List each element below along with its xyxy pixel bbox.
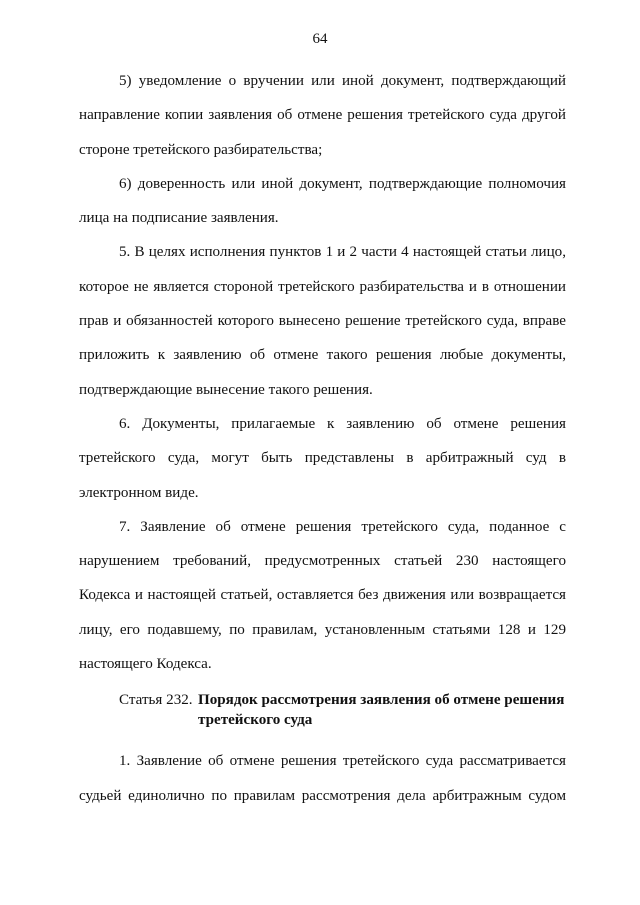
paragraph-part-5 [79,235,566,406]
paragraph-item-5 [79,64,566,167]
text-line: лица на подписание заявления. [79,210,279,227]
text-line: 6. Документы, прилагаемые к заявлению об отмене решения [119,415,566,432]
text-line: электронном виде. [79,484,199,501]
text-line: 5. В целях исполнения пунктов 1 и 2 части 4 настоящей статьи лицо, [119,244,566,261]
text-line: приложить к заявлению об отмене такого решения любые документы, [79,347,566,364]
text-line: 1. Заявление об отмене решения третейского суда рассматривается [119,753,566,770]
page-number: 64 [312,31,328,47]
text-line: 6) доверенность или иной документ, подтверждающие полномочия [119,175,566,192]
text-line: прав и обязанностей которого вынесено решение третейского суда, вправе [79,313,566,330]
text-line: нарушением требований, предусмотренных статьей 230 настоящего [79,553,566,570]
text-line: направление копии заявления об отмене решения третейского суда другой [79,107,566,124]
paragraph-part-6 [79,407,566,510]
text-line: судьей единолично по правилам рассмотрения дела арбитражным судом [79,787,566,804]
text-line: 7. Заявление об отмене решения третейского суда, поданное с [119,518,566,535]
text-line: подтверждающие вынесение такого решения. [79,381,373,398]
article-number: Статья 232. [119,692,193,709]
text-line: третейского суда, могут быть представлены в арбитражный суд в [79,450,566,467]
text-line: Кодекса и настоящей статьей, оставляется без движения или возвращается [79,587,566,604]
paragraph-item-6 [79,167,566,236]
text-line: 5) уведомление о вручении или иной документ, подтверждающий [119,73,566,89]
text-line: стороне третейского разбирательства; [79,141,323,158]
article-heading [79,683,566,744]
paragraph-part-7 [79,510,566,681]
text-line: настоящего Кодекса. [79,656,212,673]
article-title-line: третейского суда [198,712,313,729]
paragraph-article-part-1 [79,744,566,813]
article-title-line: Порядок рассмотрения заявления об отмене решения [198,692,565,709]
document-body [79,64,566,813]
article-title [198,690,566,730]
text-line: лицу, его подавшему, по правилам, установленным статьями 128 и 129 [79,621,566,638]
text-line: которое не является стороной третейского разбирательства и в отношении [79,278,566,295]
